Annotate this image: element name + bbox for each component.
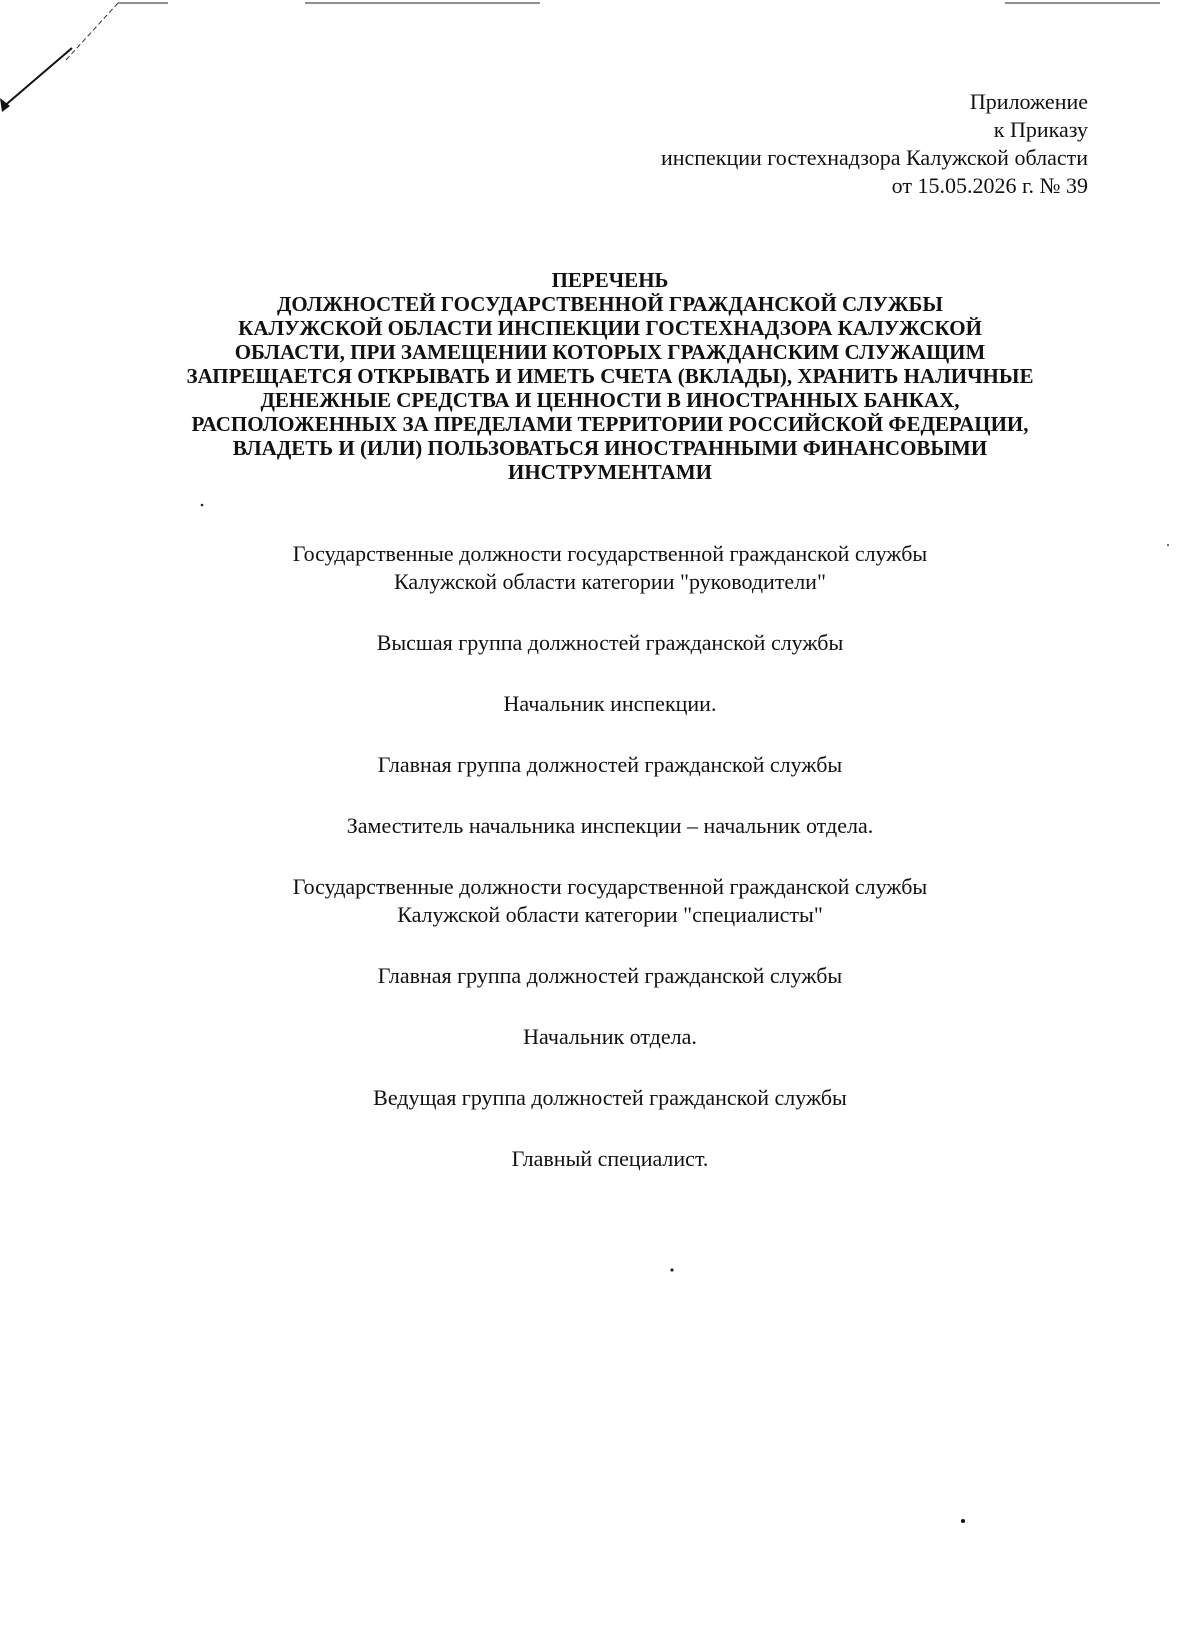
category-heading-line: Калужской области категории "специалисты" <box>397 902 823 927</box>
category-heading-line: Калужской области категории "руководители" <box>394 569 826 594</box>
title-line: ИНСТРУМЕНТАМИ <box>507 460 712 484</box>
corner-stroke <box>2 48 72 108</box>
positions-list <box>60 540 1160 1173</box>
title-line: РАСПОЛОЖЕННЫХ ЗА ПРЕДЕЛАМИ ТЕРРИТОРИИ РОССИЙСКОЙ ФЕДЕРАЦИИ, <box>191 412 1029 436</box>
speck-3 <box>670 1268 673 1271</box>
position-item: Начальник отдела. <box>523 1024 697 1049</box>
category-heading-line: Государственные должности государственной гражданской службы <box>292 874 928 899</box>
position-item: Начальник инспекции. <box>503 691 717 716</box>
appendix-header <box>661 88 1088 200</box>
title-line: ДОЛЖНОСТЕЙ ГОСУДАРСТВЕННОЙ ГРАЖДАНСКОЙ СЛУЖБЫ <box>276 292 944 316</box>
title-line: ДЕНЕЖНЫЕ СРЕДСТВА И ЦЕННОСТИ В ИНОСТРАННЫХ БАНКАХ, <box>260 388 960 412</box>
position-item: Заместитель начальника инспекции – начальник отдела. <box>346 813 874 838</box>
group-heading: Ведущая группа должностей гражданской службы <box>373 1085 847 1110</box>
appendix-date-number: от 15.05.2026 г. № 39 <box>891 173 1088 198</box>
category-heading-line: Государственные должности государственной гражданской службы <box>292 541 928 566</box>
title-line: КАЛУЖСКОЙ ОБЛАСТИ ИНСПЕКЦИИ ГОСТЕХНАДЗОРА КАЛУЖСКОЙ <box>238 316 982 340</box>
speck-2 <box>1167 544 1169 546</box>
document-title <box>60 268 1160 484</box>
title-line: ВЛАДЕТЬ И (ИЛИ) ПОЛЬЗОВАТЬСЯ ИНОСТРАННЫМИ ФИНАНСОВЫМИ <box>232 436 988 460</box>
title-line: ЗАПРЕЩАЕТСЯ ОТКРЫВАТЬ И ИМЕТЬ СЧЕТА (ВКЛАДЫ), ХРАНИТЬ НАЛИЧНЫЕ <box>186 364 1034 388</box>
title-line: ОБЛАСТИ, ПРИ ЗАМЕЩЕНИИ КОТОРЫХ ГРАЖДАНСКИМ СЛУЖАЩИМ <box>234 340 986 364</box>
group-heading: Главная группа должностей гражданской службы <box>377 752 843 777</box>
appendix-label: Приложение <box>969 89 1088 114</box>
appendix-order-ref: к Приказу <box>993 117 1088 142</box>
group-heading: Высшая группа должностей гражданской службы <box>376 630 844 655</box>
corner-mark <box>0 98 10 112</box>
appendix-issuer: инспекции гостехнадзора Калужской области <box>660 145 1088 170</box>
group-heading: Главная группа должностей гражданской службы <box>377 963 843 988</box>
speck-1 <box>201 504 204 507</box>
title-heading: ПЕРЕЧЕНЬ <box>551 268 669 292</box>
speck-4 <box>961 1519 965 1523</box>
position-item: Главный специалист. <box>511 1146 709 1171</box>
corner-stroke-thin <box>66 3 118 60</box>
